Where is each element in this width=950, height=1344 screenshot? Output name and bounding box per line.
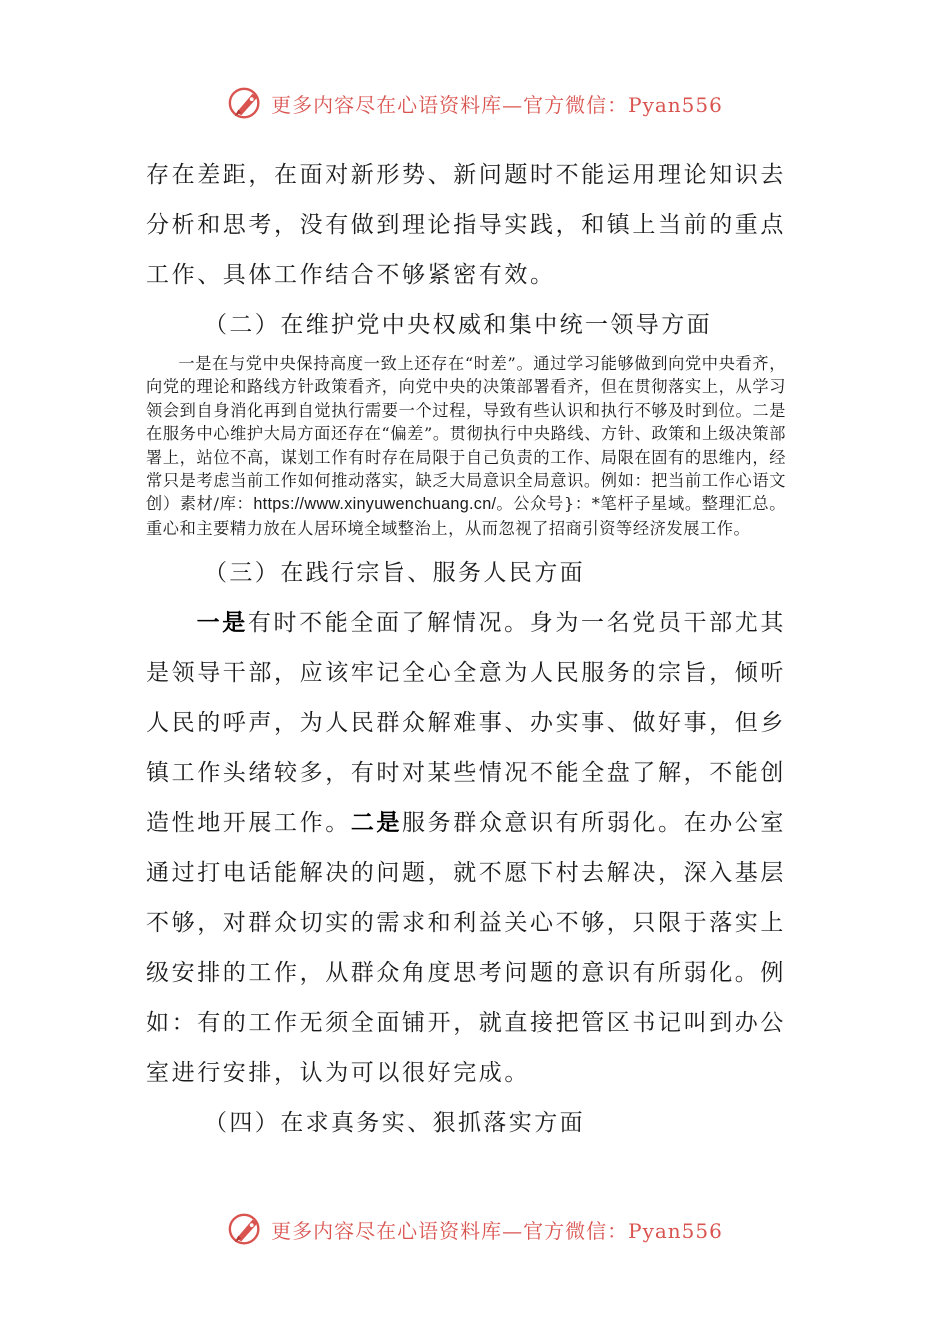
section-heading-4: （四）在求真务实、狠抓落实方面 bbox=[204, 1110, 585, 1137]
paragraph-2: 一是在与党中央保持高度一致上还存在“时差”。通过学习能够做到向党中央看齐，向党的理论和路线方针政策看齐，向党中央的决策部署看齐，但在贯彻落实上，从学习领会到自身消化再到自觉执行需要一个过程，导致有些认识和执行不够及时到位。二是在服务中心维护大局方面还存在“偏差”。贯彻执行中央路线、方针、政策和上级决策部署上，站位不高，谋划工作有时存在局限于自己负责的工作、局限在固有的思维内，经常只是考虑当前工作如何推动落实，缺乏大局意识全局意识。例如：把当前工作心语文创）素材/库：https://www.xinyuwenchuang.cn/。公众号}：*笔杆子星域。整理汇总。重心和主要精力放在人居环境全域整治上，从而忽视了招商引资等经济发展工作。 bbox=[146, 354, 786, 538]
source-url-text: https://www.xinyuwenchuang.cn/ bbox=[253, 495, 497, 514]
section-heading-3: （三）在践行宗旨、服务人民方面 bbox=[204, 560, 585, 587]
pen-nib-logo-icon bbox=[227, 84, 265, 122]
pen-nib-logo-icon bbox=[227, 1210, 265, 1248]
watermark-text: 更多内容尽在心语资料库—官方微信：Pyan556 bbox=[271, 92, 723, 117]
paragraph-1: 存在差距，在面对新形势、新问题时不能运用理论知识去 分析和思考，没有做到理论指导实践，和镇上当前的重点 工作、具体工作结合不够紧密有效。 bbox=[146, 162, 786, 288]
document-body bbox=[146, 150, 786, 1148]
paragraph-3: 一是有时不能全面了解情况。身为一名党员干部尤其是领导干部，应该牢记全心全意为人民服务的宗旨，倾听人民的呼声，为人民群众解难事、办实事、做好事，但乡镇工作头绪较多，有时对某些情况不能全盘了解，不能创造性地开展工作。二是服务群众意识有所弱化。在办公室通过打电话能解决的问题，就不愿下村去解决，深入基层不够，对群众切实的需求和利益关心不够，只限于落实上级安排的工作，从群众角度思考问题的意识有所弱化。例如：有的工作无须全面铺开，就直接把管区书记叫到办公室进行安排，认为可以很好完成。 bbox=[146, 609, 787, 1087]
watermark-banner-top bbox=[0, 83, 950, 123]
watermark-text: 更多内容尽在心语资料库—官方微信：Pyan556 bbox=[271, 1218, 723, 1243]
watermark-banner-bottom bbox=[0, 1209, 950, 1249]
section-heading-2: （二）在维护党中央权威和集中统一领导方面 bbox=[204, 312, 712, 338]
